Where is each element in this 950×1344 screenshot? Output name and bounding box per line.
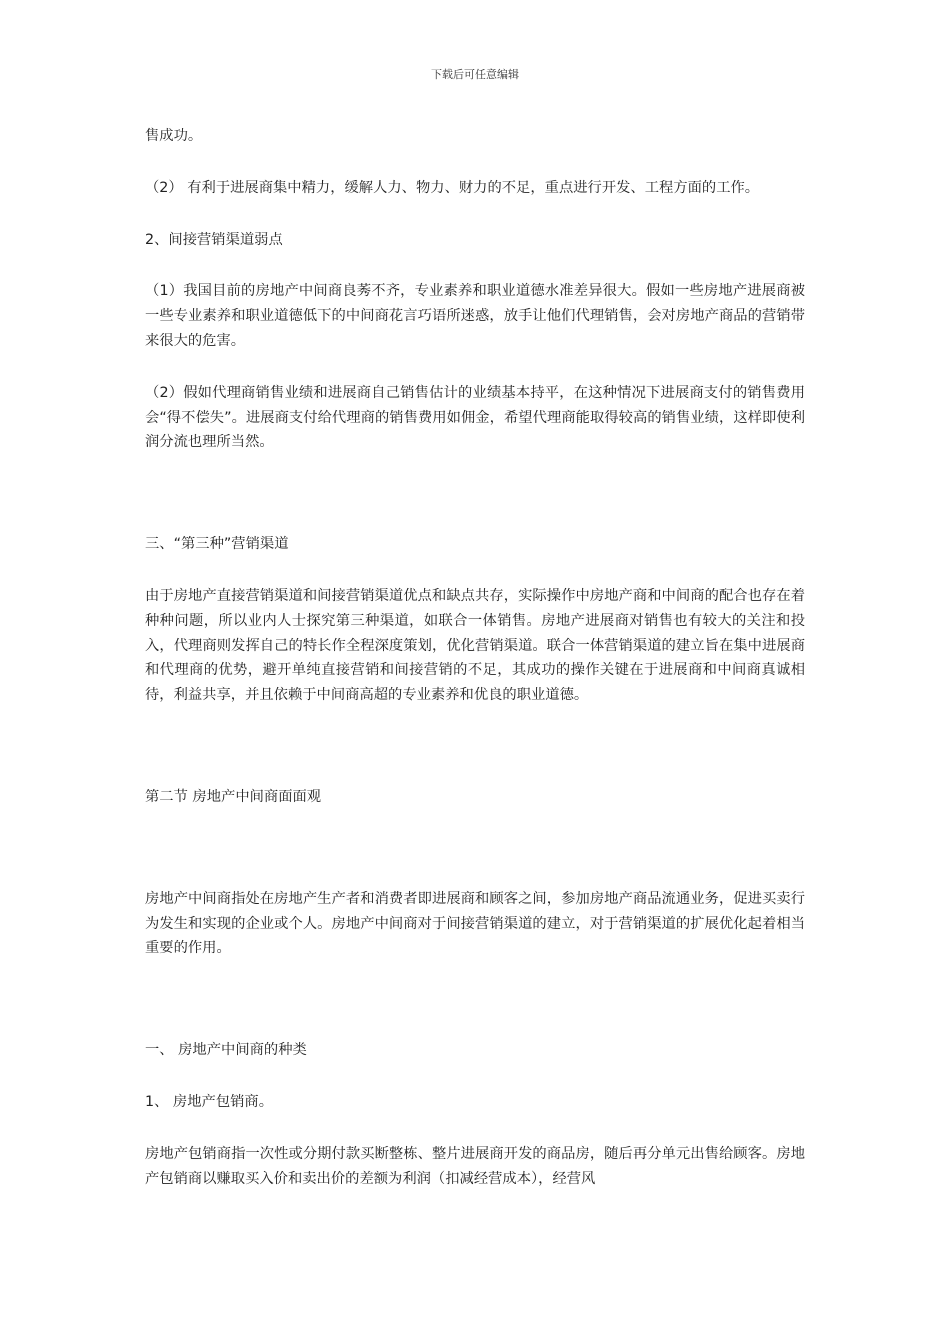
document-body (145, 124, 805, 1191)
heading-indirect-weakness: 2、间接营销渠道弱点 (145, 231, 283, 248)
page-header: 下载后可任意编辑 (431, 68, 519, 81)
paragraph-weakness-1: （1）我国目前的房地产中间商良莠不齐，专业素养和职业道德水准差异很大。假如一些房地产进展商被一些专业素养和职业道德低下的中间商花言巧语所迷惑，放手让他们代理销售，会对房地产商品的营销带来很大的危害。 (145, 283, 805, 349)
paragraph-weakness-2: （2）假如代理商销售业绩和进展商自己销售估计的业绩基本持平，在这种情况下进展商支付的销售费用会“得不偿失”。进展商支付给代理商的销售费用如佣金，希望代理商能取得较高的销售业绩，这样即使利润分流也理所当然。 (145, 384, 805, 451)
heading-underwriter: 1、 房地产包销商。 (145, 1093, 274, 1110)
section-heading-intermediaries: 第二节 房地产中间商面面观 (145, 788, 322, 805)
heading-third-channel: 三、“第三种”营销渠道 (145, 536, 289, 553)
paragraph-underwriter: 房地产包销商指一次性或分期付款买断整栋、整片进展商开发的商品房，随后再分单元出售给顾客。房地产包销商以赚取买入价和卖出价的差额为利润（扣减经营成本），经营风 (145, 1145, 805, 1187)
paragraph-continuation: 售成功。 (145, 128, 203, 144)
paragraph-advantage-2: （2） 有利于进展商集中精力，缓解人力、物力、财力的不足，重点进行开发、工程方面的工作。 (145, 179, 760, 196)
paragraph-third-channel: 由于房地产直接营销渠道和间接营销渠道优点和缺点共存，实际操作中房地产商和中间商的配合也存在着种种问题，所以业内人士探究第三种渠道，如联合一体销售。房地产进展商对销售也有较大的关注和投入，代理商则发挥自己的特长作全程深度策划，优化营销渠道。联合一体营销渠道的建立旨在集中进展商和代理商的优势，避开单纯直接营销和间接营销的不足，其成功的操作关键在于进展商和中间商真诚相待，利益共享，并且依赖于中间商高超的专业素养和优良的职业道德。 (145, 587, 805, 704)
paragraph-intermediary-definition: 房地产中间商指处在房地产生产者和消费者即进展商和顾客之间，参加房地产商品流通业务，促进买卖行为发生和实现的企业或个人。房地产中间商对于间接营销渠道的建立，对于营销渠道的扩展优化起着相当重要的作用。 (145, 890, 805, 957)
heading-intermediary-types: 一、 房地产中间商的种类 (145, 1042, 307, 1059)
